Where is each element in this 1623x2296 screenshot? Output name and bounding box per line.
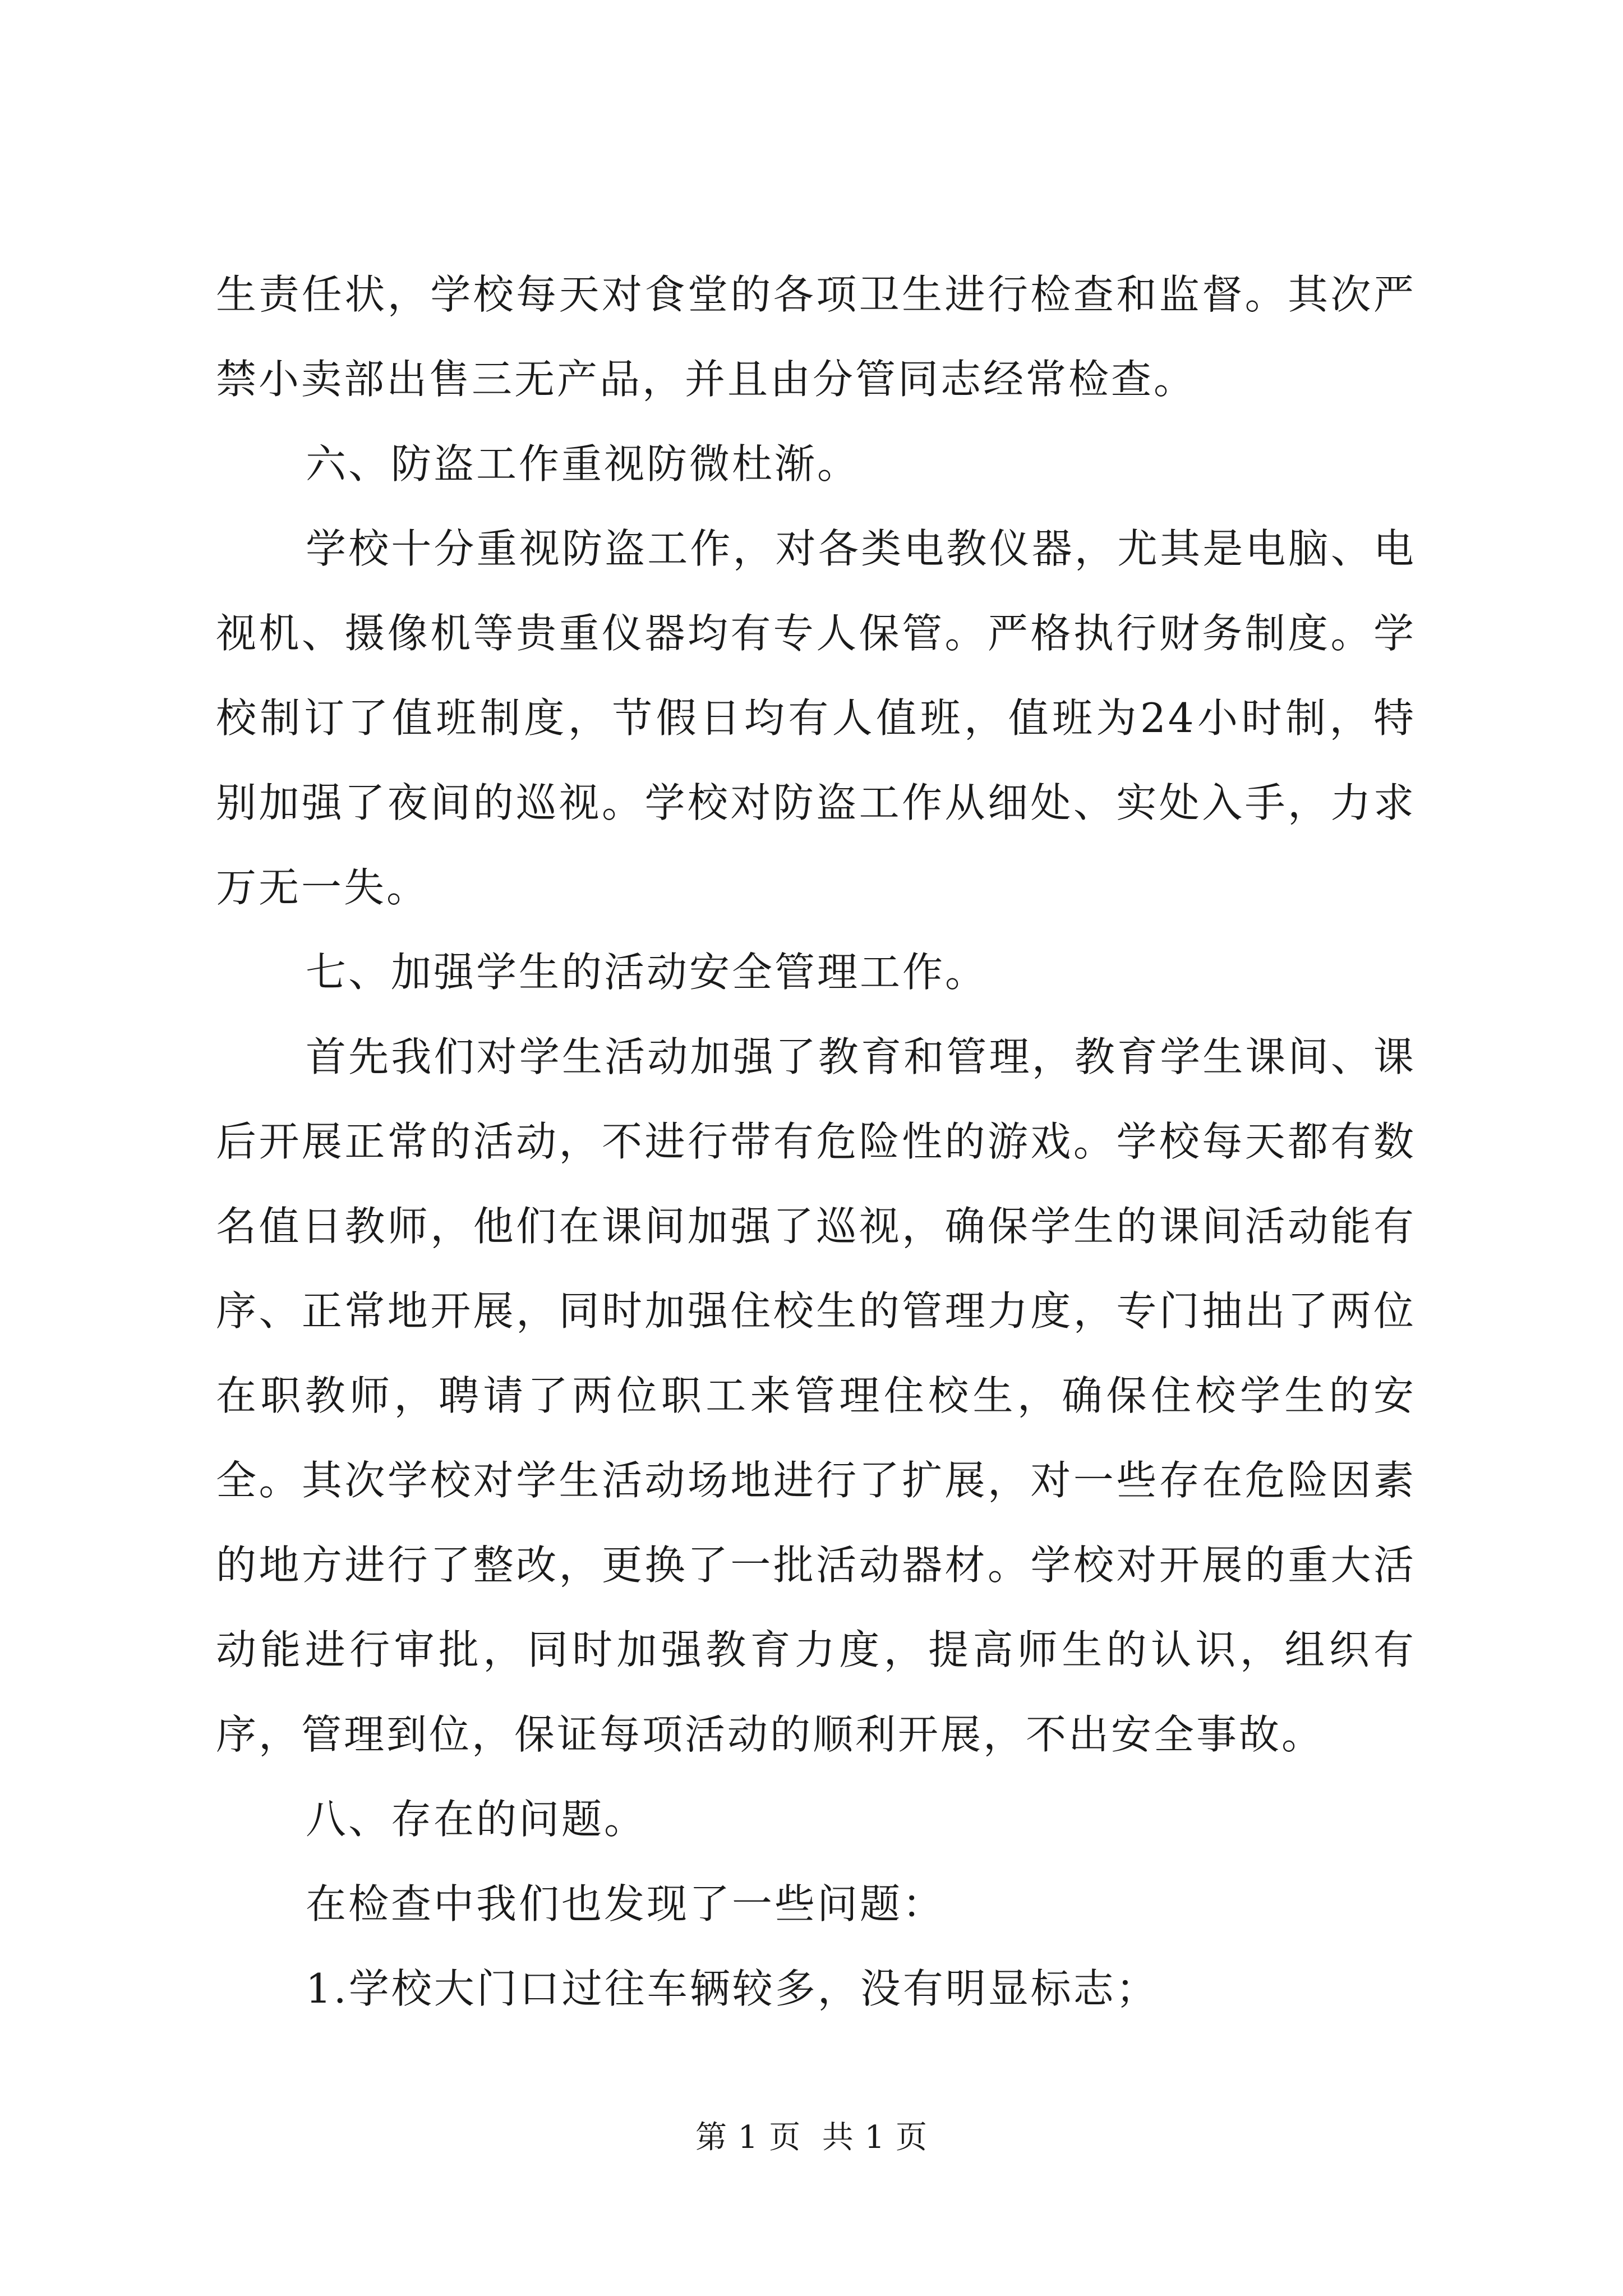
list-item-1: 1.学校大门口过往车辆较多，没有明显标志； (306, 1965, 1159, 2012)
paragraph-activity-safety: 首先我们对学生活动加强了教育和管理，教育学生课间、课后开展正常的活动，不进行带有危险性的游戏。学校每天都有数名值日教师，他们在课间加强了巡视，确保学生的课间活动能有序、正常地开展，同时加强住校生的管理力度，专门抽出了两位在职教师，聘请了两位职工来管理住校生，确保住校学生的安全。其次学校对学生活动场地进行了扩展，对一些存在危险因素的地方进行了整改，更换了一批活动器材。学校对开展的重大活动能进行审批，同时加强教育力度，提高师生的认识，组织有序，管理到位，保证每项活动的顺利开展，不出安全事故。 (216, 1033, 1416, 1758)
document-body (216, 252, 1416, 2031)
paragraph-1: 生责任状，学校每天对食堂的各项卫生进行检查和监督。其次严禁小卖部出售三无产品，并且由分管同志经常检查。 (216, 271, 1416, 403)
page-number-label: 第 1 页 共 1 页 (695, 2119, 928, 2156)
page-footer (0, 2118, 1623, 2157)
heading-anti-theft: 六、防盗工作重视防微杜渐。 (306, 440, 860, 487)
heading-existing-problems: 八、存在的问题。 (306, 1796, 647, 1843)
heading-activity-safety: 七、加强学生的活动安全管理工作。 (306, 949, 988, 996)
paragraph-anti-theft: 学校十分重视防盗工作，对各类电教仪器，尤其是电脑、电视机、摄像机等贵重仪器均有专人保管。严格执行财务制度。学校制订了值班制度，节假日均有人值班，值班为24小时制，特别加强了夜间的巡视。学校对防盗工作从细处、实处入手，力求万无一失。 (216, 525, 1416, 911)
paragraph-problems-intro: 在检查中我们也发现了一些问题： (306, 1880, 946, 1927)
